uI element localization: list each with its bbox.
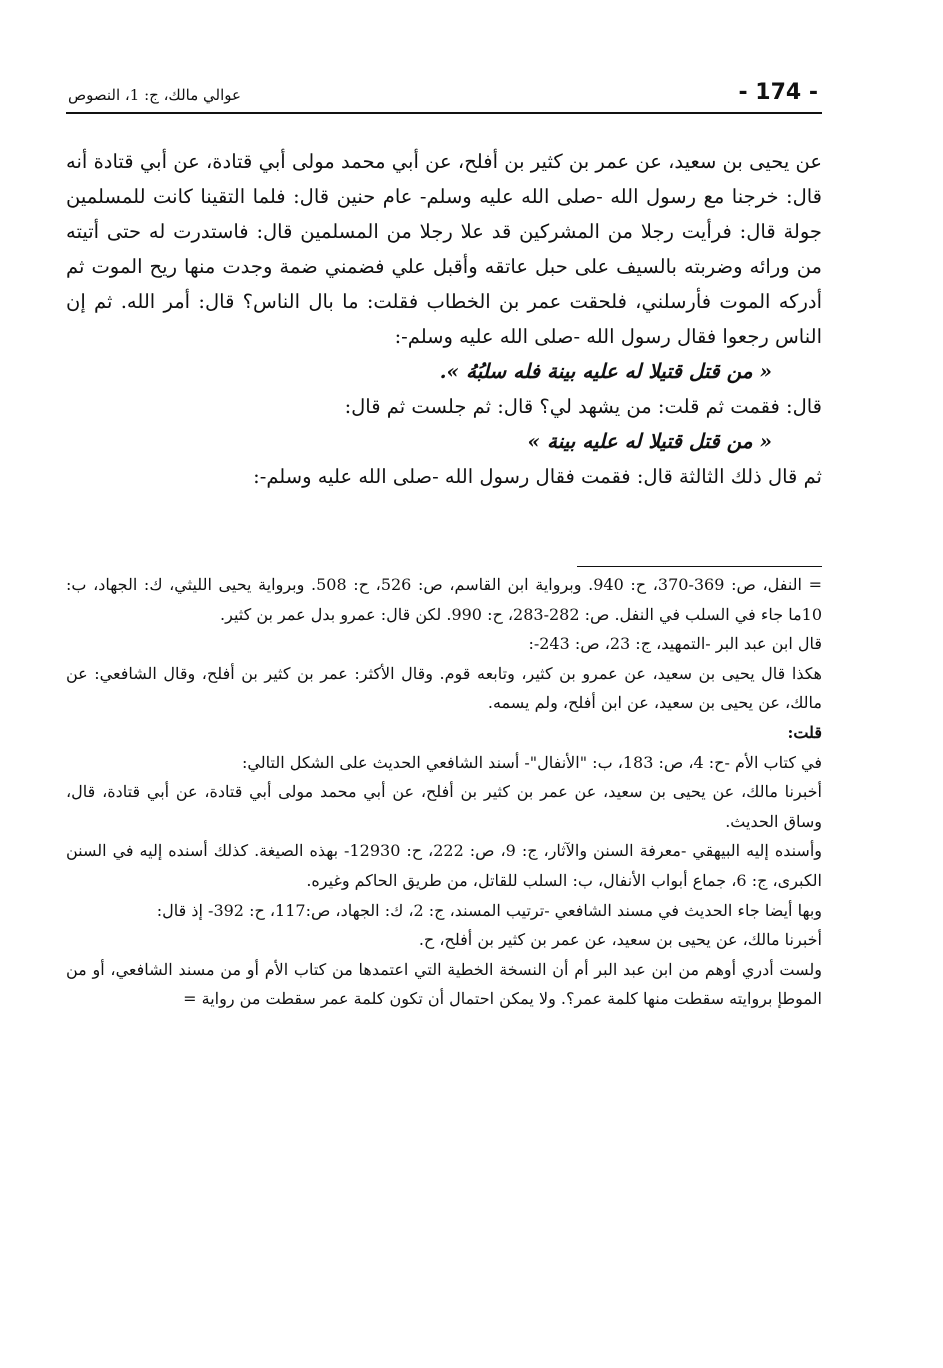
footnote-paragraph: وأسنده إليه البيهقي -معرفة السنن والآثار، ج: 9، ص: 222، ح: 12930- بهذه الصيغة. كذلك أسنده إليه في السنن الكبرى، ج: 6، جماع أبواب الأنفال، ب: السلب للقاتل، من طريق الحاكم وغيره. — [66, 841, 823, 890]
footnote-paragraph: ولست أدري أوهم من ابن عبد البر أم أن النسخة الخطية التي اعتمدها من كتاب الأم أو من مسند الشافعي، أو من الموطإ بروايته سقطت منها كلمة عمر؟. ولا يمكن احتمال أن تكون كلمة عمر سقطت من رواية = — [66, 959, 822, 1009]
footnotes — [66, 570, 822, 1014]
footnote-paragraph: وبها أيضا جاء الحديث في مسند الشافعي -ترتيب المسند، ج: 2، ك: الجهاد، ص:117، ح: 392- إذ قال: — [156, 900, 822, 920]
footnote-paragraph: أخبرنا مالك، عن يحيى بن سعيد، عن عمر بن كثير بن أفلح، عن أبي محمد مولى أبي قتادة، عن أبي قتادة، قال، وساق الحديث. — [66, 782, 822, 831]
footnote-paragraph: هكذا قال يحيى بن سعيد، عن عمرو بن كثير، وتابعه قوم. وقال الأكثر: عمر بن كثير بن أفلح، وقال الشافعي: عن مالك، عن يحيى بن سعيد، عن ابن أفلح، ولم يسمه. — [66, 663, 822, 713]
main-text — [66, 144, 822, 494]
page-number: - 174 - — [738, 80, 818, 105]
hadith-quote: « من قتل قتيلا له عليه بينة فله سلبُهُ ». — [439, 359, 772, 383]
hadith-paragraph: عن يحيى بن سعيد، عن عمر بن كثير بن أفلح، عن أبي محمد مولى أبي قتادة، عن أبي قتادة أنه قال: خرجنا مع رسول الله -صلى الله عليه وسلم- عام حنين قال: فلما التقينا كانت للمسلمين جولة قال: فرأيت رجلا من المشركين قد علا رجلا من المسلمين قال: فاستدرت له حتى أتيته من ورائه وضربته بالسيف على حبل عاتقه وأقبل علي فضمني ضمة وجدت منها ريح الموت ثم أدركه الموت فأرسلني، فلحقت عمر بن الخطاب فقلت: ما بال الناس؟ قال: أمر الله. ثم إن الناس رجعوا فقال رسول الله -صلى الله عليه وسلم-: — [66, 150, 822, 348]
footnote-heading: قلت: — [787, 722, 822, 742]
footnote-paragraph: = النفل، ص: 369-370، ح: 940. وبرواية ابن القاسم، ص: 526، ح: 508. وبرواية يحيى الليثي، ك: الجهاد، ب: 10ما جاء في السلب في النفل. ص: 282-283، ح: 990. لكن قال: عمرو بدل عمر بن كثير. — [66, 575, 823, 624]
hadith-paragraph: قال: فقمت ثم قلت: من يشهد لي؟ قال: ثم جلست ثم قال: — [344, 395, 822, 418]
page-header — [66, 76, 822, 114]
running-title: عوالي مالك، ج: 1، النصوص — [68, 86, 241, 104]
footnote-paragraph: أخبرنا مالك، عن يحيى بن سعيد، عن عمر بن كثير بن أفلح، ح. — [418, 930, 822, 950]
hadith-quote: « من قتل قتيلا له عليه بينة » — [527, 429, 772, 453]
footnote-separator — [577, 566, 822, 567]
footnote-paragraph: قال ابن عبد البر -التمهيد، ج: 23، ص: 243-: — [528, 634, 822, 654]
hadith-paragraph: ثم قال ذلك الثالثة قال: فقمت فقال رسول الله -صلى الله عليه وسلم-: — [253, 465, 822, 488]
footnote-paragraph: في كتاب الأم -ح: 4، ص: 183، ب: "الأنفال"- أسند الشافعي الحديث على الشكل التالي: — [242, 752, 822, 772]
